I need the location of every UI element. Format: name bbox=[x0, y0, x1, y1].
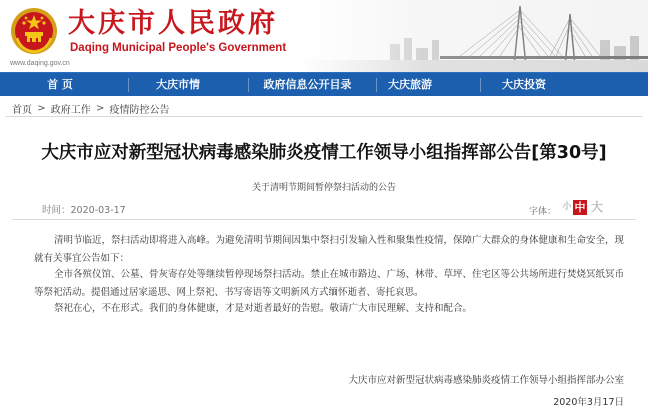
meta-divider bbox=[12, 219, 636, 220]
font-size-medium-button[interactable]: 中 bbox=[574, 201, 586, 214]
font-size-small-button[interactable]: 小 bbox=[562, 202, 572, 212]
breadcrumb-epidemic-notices[interactable]: 疫情防控公告 bbox=[109, 105, 170, 116]
article-paragraph: 祭祀在心，不在形式。我们的身体健康，才是对逝者最好的告慰。敬请广大市民理解、支持和配合。 bbox=[54, 303, 473, 314]
nav-divider bbox=[128, 78, 129, 92]
header-skyline-image bbox=[300, 0, 648, 72]
article-meta-bar bbox=[12, 200, 636, 218]
nav-item-gov-info[interactable]: 政府信息公开目录 bbox=[263, 78, 352, 91]
nav-item-city-info[interactable]: 大庆市情 bbox=[156, 78, 200, 91]
signature-organization: 大庆市应对新型冠状病毒感染肺炎疫情工作领导小组指挥部办公室 bbox=[348, 375, 624, 386]
nav-item-tourism[interactable]: 大庆旅游 bbox=[388, 78, 432, 91]
nav-item-investment[interactable]: 大庆投资 bbox=[502, 78, 546, 91]
site-url: www.daqing.gov.cn bbox=[10, 60, 70, 67]
article-subtitle: 关于清明节期间暂停祭扫活动的公告 bbox=[251, 183, 396, 193]
font-size-large-button[interactable]: 大 bbox=[590, 200, 603, 214]
site-header bbox=[0, 0, 648, 72]
main-nav bbox=[0, 72, 648, 96]
article-title: 大庆市应对新型冠状病毒感染肺炎疫情工作领导小组指挥部公告[第30号] bbox=[41, 143, 607, 163]
publish-date bbox=[42, 202, 126, 216]
breadcrumb-divider bbox=[6, 116, 642, 117]
national-emblem-icon bbox=[9, 6, 59, 56]
publish-date-label: 时间： bbox=[42, 205, 71, 216]
breadcrumb-home[interactable]: 首页 bbox=[12, 105, 32, 116]
nav-divider bbox=[480, 78, 481, 92]
breadcrumb-separator: > bbox=[95, 103, 105, 114]
signature-date: 2020年3月17日 bbox=[553, 397, 624, 408]
font-size-label: 字体： bbox=[529, 207, 557, 217]
breadcrumb-separator: > bbox=[37, 103, 46, 114]
breadcrumb bbox=[12, 101, 170, 116]
publish-date-value: 2020-03-17 bbox=[70, 205, 126, 216]
site-title-en: Daqing Municipal People's Government bbox=[70, 42, 287, 54]
article-paragraph: 全市各殡仪馆、公墓、骨灰寄存处等继续暂停现场祭扫活动。禁止在城市路边、广场、林带、草坪、住宅区等公共场所进行焚烧冥纸冥币等祭祀活动。提倡通过居家遥思、网上祭祀、书写寄语等文明新风方式缅怀逝者、寄托哀思。 bbox=[34, 269, 625, 298]
nav-divider bbox=[248, 78, 249, 92]
nav-item-home[interactable]: 首 页 bbox=[47, 78, 73, 91]
article-paragraph: 清明节临近，祭扫活动即将进入高峰。为避免清明节期间因集中祭扫引发输入性和聚集性疫情，保障广大群众的身体健康和生命安全，现就有关事宜公告如下： bbox=[34, 235, 625, 264]
site-title-cn: 大庆市人民政府 bbox=[68, 8, 278, 39]
breadcrumb-gov-work[interactable]: 政府工作 bbox=[50, 105, 91, 116]
